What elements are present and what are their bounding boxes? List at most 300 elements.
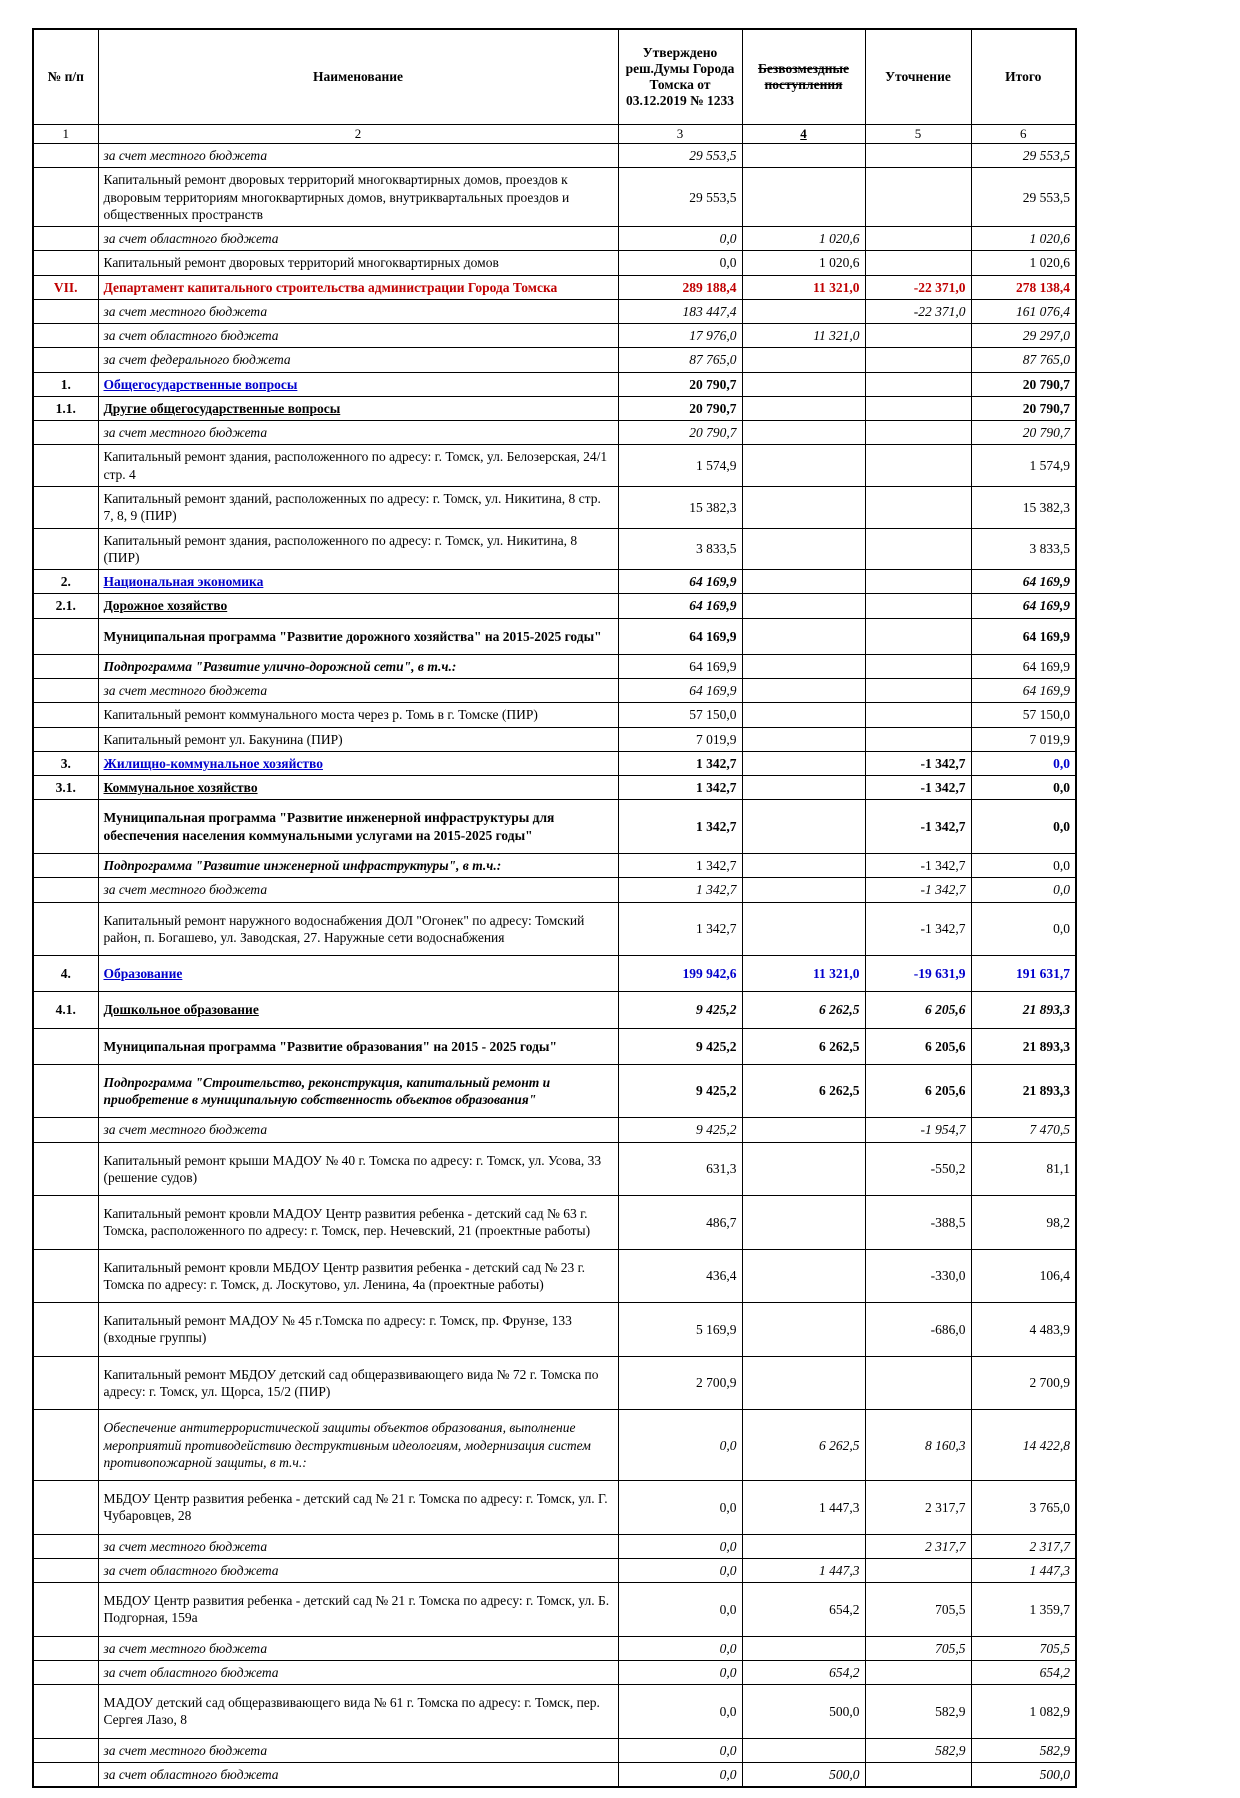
value-cell-total: 0,0 <box>971 776 1076 800</box>
value-cell-gratuitous <box>742 421 865 445</box>
value-cell-total: 654,2 <box>971 1660 1076 1684</box>
value-cell-approved: 0,0 <box>618 1738 742 1762</box>
value-cell-total: 0,0 <box>971 751 1076 775</box>
table-row <box>33 1534 1076 1558</box>
value-cell-approved: 0,0 <box>618 1583 742 1637</box>
row-name-cell: МБДОУ Центр развития ребенка - детский сад № 21 г. Томска по адресу: г. Томск, ул. Б. Подгорная, 159а <box>98 1583 618 1637</box>
row-number-cell <box>33 1118 98 1142</box>
value-cell-total: 705,5 <box>971 1636 1076 1660</box>
value-cell-total: 64 169,9 <box>971 570 1076 594</box>
table-row <box>33 1142 1076 1196</box>
row-number-cell <box>33 1558 98 1582</box>
value-cell-approved: 0,0 <box>618 1636 742 1660</box>
value-cell-approved: 1 342,7 <box>618 853 742 877</box>
row-number-cell: 4.1. <box>33 992 98 1028</box>
row-name-cell: МБДОУ Центр развития ребенка - детский сад № 21 г. Томска по адресу: г. Томск, ул. Г. Чубаровцев, 28 <box>98 1481 618 1535</box>
value-cell-total: 161 076,4 <box>971 299 1076 323</box>
table-row <box>33 445 1076 487</box>
value-cell-approved: 486,7 <box>618 1196 742 1250</box>
row-number-cell <box>33 1636 98 1660</box>
row-number-cell: 3.1. <box>33 776 98 800</box>
value-cell-approved: 289 188,4 <box>618 275 742 299</box>
row-number-cell <box>33 421 98 445</box>
table-row <box>33 324 1076 348</box>
value-cell-gratuitous <box>742 618 865 654</box>
row-number-cell <box>33 1303 98 1357</box>
value-cell-gratuitous: 6 262,5 <box>742 1410 865 1481</box>
table-row <box>33 421 1076 445</box>
row-number-cell <box>33 1583 98 1637</box>
row-name-cell: Капитальный ремонт дворовых территорий многоквартирных домов, проездов к дворовым территориям многоквартирных домов, внутриквартальных проездов и общественных пространств <box>98 168 618 227</box>
value-cell-gratuitous <box>742 703 865 727</box>
table-row <box>33 594 1076 618</box>
value-cell-total: 1 447,3 <box>971 1558 1076 1582</box>
value-cell-gratuitous <box>742 372 865 396</box>
value-cell-gratuitous <box>742 1636 865 1660</box>
value-cell-approved: 15 382,3 <box>618 486 742 528</box>
table-row <box>33 992 1076 1028</box>
row-name-cell: Национальная экономика <box>98 570 618 594</box>
value-cell-gratuitous: 500,0 <box>742 1763 865 1788</box>
row-name-cell: Дорожное хозяйство <box>98 594 618 618</box>
col-header-total: Итого <box>971 29 1076 125</box>
row-number-cell: 2.1. <box>33 594 98 618</box>
row-name-cell: за счет местного бюджета <box>98 421 618 445</box>
row-number-cell <box>33 878 98 902</box>
value-cell-total: 20 790,7 <box>971 396 1076 420</box>
value-cell-clarification: -1 342,7 <box>865 878 971 902</box>
value-cell-clarification <box>865 348 971 372</box>
row-number-cell <box>33 528 98 570</box>
value-cell-approved: 0,0 <box>618 1410 742 1481</box>
row-number-cell: 1. <box>33 372 98 396</box>
column-number-5: 5 <box>865 125 971 144</box>
row-number-cell <box>33 1064 98 1118</box>
value-cell-clarification <box>865 1763 971 1788</box>
value-cell-gratuitous <box>742 396 865 420</box>
row-number-cell <box>33 1028 98 1064</box>
value-cell-gratuitous: 500,0 <box>742 1685 865 1739</box>
column-number-3: 3 <box>618 125 742 144</box>
column-numbering-row <box>33 125 1076 144</box>
value-cell-total: 21 893,3 <box>971 1028 1076 1064</box>
value-cell-total: 500,0 <box>971 1763 1076 1788</box>
table-row <box>33 1028 1076 1064</box>
row-number-cell <box>33 1763 98 1788</box>
row-name-cell: Обеспечение антитеррористической защиты объектов образования, выполнение мероприятий противодействию деструктивным идеологиям, модернизация систем противопожарной защиты, в т.ч.: <box>98 1410 618 1481</box>
row-name-cell: за счет местного бюджета <box>98 1118 618 1142</box>
row-number-cell <box>33 1356 98 1410</box>
value-cell-gratuitous <box>742 528 865 570</box>
row-name-cell: за счет местного бюджета <box>98 299 618 323</box>
value-cell-approved: 20 790,7 <box>618 421 742 445</box>
value-cell-approved: 9 425,2 <box>618 992 742 1028</box>
value-cell-gratuitous <box>742 594 865 618</box>
value-cell-approved: 7 019,9 <box>618 727 742 751</box>
value-cell-clarification <box>865 654 971 678</box>
value-cell-approved: 1 342,7 <box>618 878 742 902</box>
value-cell-gratuitous <box>742 486 865 528</box>
value-cell-clarification <box>865 486 971 528</box>
value-cell-clarification <box>865 324 971 348</box>
row-name-cell: Капитальный ремонт наружного водоснабжения ДОЛ "Огонек" по адресу: Томский район, п. Богашево, ул. Заводская, 27. Наружные сети водоснабжения <box>98 902 618 956</box>
value-cell-approved: 9 425,2 <box>618 1028 742 1064</box>
value-cell-approved: 0,0 <box>618 1763 742 1788</box>
table-row <box>33 618 1076 654</box>
value-cell-clarification <box>865 727 971 751</box>
value-cell-gratuitous <box>742 168 865 227</box>
value-cell-approved: 1 342,7 <box>618 751 742 775</box>
value-cell-approved: 9 425,2 <box>618 1064 742 1118</box>
row-number-cell <box>33 299 98 323</box>
value-cell-gratuitous: 1 020,6 <box>742 227 865 251</box>
row-name-cell: Капитальный ремонт крыши МАДОУ № 40 г. Томска по адресу: г. Томск, ул. Усова, 33 (решение судов) <box>98 1142 618 1196</box>
budget-table <box>32 28 1077 1788</box>
value-cell-total: 1 574,9 <box>971 445 1076 487</box>
value-cell-gratuitous: 654,2 <box>742 1583 865 1637</box>
value-cell-total: 64 169,9 <box>971 594 1076 618</box>
row-name-cell: Муниципальная программа "Развитие образования" на 2015 - 2025 годы" <box>98 1028 618 1064</box>
value-cell-clarification: -1 342,7 <box>865 853 971 877</box>
value-cell-total: 64 169,9 <box>971 654 1076 678</box>
row-name-cell: Муниципальная программа "Развитие дорожного хозяйства" на 2015-2025 годы" <box>98 618 618 654</box>
row-number-cell <box>33 144 98 168</box>
value-cell-gratuitous <box>742 299 865 323</box>
value-cell-gratuitous <box>742 800 865 854</box>
row-number-cell <box>33 679 98 703</box>
row-name-cell: Коммунальное хозяйство <box>98 776 618 800</box>
value-cell-gratuitous <box>742 1738 865 1762</box>
value-cell-approved: 0,0 <box>618 251 742 275</box>
value-cell-total: 64 169,9 <box>971 679 1076 703</box>
value-cell-clarification: 6 205,6 <box>865 1064 971 1118</box>
value-cell-approved: 64 169,9 <box>618 679 742 703</box>
value-cell-gratuitous: 6 262,5 <box>742 1064 865 1118</box>
value-cell-approved: 0,0 <box>618 227 742 251</box>
row-name-cell: Капитальный ремонт ул. Бакунина (ПИР) <box>98 727 618 751</box>
table-row <box>33 1481 1076 1535</box>
value-cell-clarification <box>865 703 971 727</box>
row-name-cell: за счет местного бюджета <box>98 1534 618 1558</box>
value-cell-clarification <box>865 618 971 654</box>
table-row <box>33 1583 1076 1637</box>
value-cell-clarification: -330,0 <box>865 1249 971 1303</box>
row-number-cell <box>33 1660 98 1684</box>
row-number-cell <box>33 251 98 275</box>
value-cell-total: 1 020,6 <box>971 227 1076 251</box>
table-row <box>33 396 1076 420</box>
value-cell-total: 57 150,0 <box>971 703 1076 727</box>
value-cell-gratuitous <box>742 1142 865 1196</box>
value-cell-gratuitous <box>742 902 865 956</box>
table-row <box>33 1303 1076 1357</box>
value-cell-clarification <box>865 144 971 168</box>
value-cell-clarification: -686,0 <box>865 1303 971 1357</box>
row-name-cell: за счет местного бюджета <box>98 1738 618 1762</box>
value-cell-clarification: -1 342,7 <box>865 902 971 956</box>
table-row <box>33 299 1076 323</box>
value-cell-total: 2 317,7 <box>971 1534 1076 1558</box>
row-number-cell <box>33 853 98 877</box>
value-cell-gratuitous <box>742 144 865 168</box>
value-cell-approved: 9 425,2 <box>618 1118 742 1142</box>
value-cell-total: 64 169,9 <box>971 618 1076 654</box>
value-cell-approved: 1 574,9 <box>618 445 742 487</box>
row-number-cell <box>33 1249 98 1303</box>
value-cell-total: 0,0 <box>971 878 1076 902</box>
value-cell-approved: 20 790,7 <box>618 396 742 420</box>
table-row <box>33 251 1076 275</box>
col-header-approved: Утверждено реш.Думы Города Томска от 03.12.2019 № 1233 <box>618 29 742 125</box>
value-cell-total: 15 382,3 <box>971 486 1076 528</box>
table-row <box>33 1410 1076 1481</box>
value-cell-clarification: 2 317,7 <box>865 1534 971 1558</box>
column-number-4: 4 <box>742 125 865 144</box>
value-cell-approved: 87 765,0 <box>618 348 742 372</box>
row-name-cell: Жилищно-коммунальное хозяйство <box>98 751 618 775</box>
value-cell-clarification: -19 631,9 <box>865 956 971 992</box>
value-cell-approved: 5 169,9 <box>618 1303 742 1357</box>
row-number-cell <box>33 168 98 227</box>
value-cell-clarification: 8 160,3 <box>865 1410 971 1481</box>
row-name-cell: Капитальный ремонт кровли МБДОУ Центр развития ребенка - детский сад № 23 г. Томска по адресу: г. Томск, д. Лоскутово, ул. Ленина, 4а (проектные работы) <box>98 1249 618 1303</box>
row-number-cell <box>33 1142 98 1196</box>
row-name-cell: за счет областного бюджета <box>98 324 618 348</box>
value-cell-clarification <box>865 1356 971 1410</box>
row-number-cell <box>33 1685 98 1739</box>
value-cell-gratuitous <box>742 751 865 775</box>
value-cell-gratuitous <box>742 1534 865 1558</box>
value-cell-clarification: 705,5 <box>865 1636 971 1660</box>
value-cell-gratuitous: 11 321,0 <box>742 324 865 348</box>
value-cell-clarification <box>865 168 971 227</box>
value-cell-total: 3 833,5 <box>971 528 1076 570</box>
value-cell-total: 81,1 <box>971 1142 1076 1196</box>
row-name-cell: Капитальный ремонт здания, расположенного по адресу: г. Томск, ул. Белозерская, 24/1 стр. 4 <box>98 445 618 487</box>
value-cell-gratuitous <box>742 1249 865 1303</box>
value-cell-gratuitous <box>742 776 865 800</box>
table-row <box>33 1738 1076 1762</box>
value-cell-approved: 17 976,0 <box>618 324 742 348</box>
col-header-clarification: Уточнение <box>865 29 971 125</box>
value-cell-approved: 57 150,0 <box>618 703 742 727</box>
value-cell-clarification <box>865 1660 971 1684</box>
value-cell-gratuitous: 654,2 <box>742 1660 865 1684</box>
value-cell-approved: 199 942,6 <box>618 956 742 992</box>
value-cell-approved: 64 169,9 <box>618 654 742 678</box>
table-row <box>33 1356 1076 1410</box>
value-cell-clarification: -22 371,0 <box>865 275 971 299</box>
value-cell-clarification <box>865 372 971 396</box>
value-cell-clarification: 705,5 <box>865 1583 971 1637</box>
value-cell-gratuitous: 11 321,0 <box>742 956 865 992</box>
value-cell-clarification <box>865 570 971 594</box>
column-number-1: 1 <box>33 125 98 144</box>
row-name-cell: Капитальный ремонт зданий, расположенных по адресу: г. Томск, ул. Никитина, 8 стр. 7, 8, 9 (ПИР) <box>98 486 618 528</box>
row-number-cell <box>33 227 98 251</box>
value-cell-total: 87 765,0 <box>971 348 1076 372</box>
row-number-cell <box>33 1196 98 1250</box>
value-cell-clarification: -1 342,7 <box>865 776 971 800</box>
row-name-cell: Образование <box>98 956 618 992</box>
table-row <box>33 1660 1076 1684</box>
table-row <box>33 1763 1076 1788</box>
table-row <box>33 570 1076 594</box>
row-number-cell <box>33 1410 98 1481</box>
value-cell-gratuitous <box>742 654 865 678</box>
row-number-cell <box>33 1534 98 1558</box>
value-cell-total: 20 790,7 <box>971 421 1076 445</box>
table-row <box>33 654 1076 678</box>
table-row <box>33 1685 1076 1739</box>
row-number-cell: 3. <box>33 751 98 775</box>
value-cell-clarification <box>865 528 971 570</box>
value-cell-clarification <box>865 445 971 487</box>
row-name-cell: Подпрограмма "Развитие улично-дорожной сети", в т.ч.: <box>98 654 618 678</box>
value-cell-clarification <box>865 396 971 420</box>
row-name-cell: Капитальный ремонт МБДОУ детский сад общеразвивающего вида № 72 г. Томска по адресу: г. Томск, ул. Щорса, 15/2 (ПИР) <box>98 1356 618 1410</box>
value-cell-total: 20 790,7 <box>971 372 1076 396</box>
row-name-cell: Подпрограмма "Строительство, реконструкция, капитальный ремонт и приобретение в муниципальную собственность объектов образования" <box>98 1064 618 1118</box>
row-name-cell: за счет местного бюджета <box>98 1636 618 1660</box>
value-cell-gratuitous: 1 447,3 <box>742 1558 865 1582</box>
value-cell-total: 3 765,0 <box>971 1481 1076 1535</box>
value-cell-approved: 0,0 <box>618 1660 742 1684</box>
table-row <box>33 372 1076 396</box>
value-cell-approved: 64 169,9 <box>618 618 742 654</box>
value-cell-total: 29 553,5 <box>971 144 1076 168</box>
row-name-cell: Общегосударственные вопросы <box>98 372 618 396</box>
value-cell-approved: 436,4 <box>618 1249 742 1303</box>
value-cell-clarification: 582,9 <box>865 1685 971 1739</box>
value-cell-total: 582,9 <box>971 1738 1076 1762</box>
row-name-cell: за счет областного бюджета <box>98 1558 618 1582</box>
row-name-cell: Капитальный ремонт дворовых территорий многоквартирных домов <box>98 251 618 275</box>
value-cell-approved: 0,0 <box>618 1685 742 1739</box>
col-header-name: Наименование <box>98 29 618 125</box>
row-number-cell <box>33 902 98 956</box>
value-cell-clarification <box>865 1558 971 1582</box>
row-name-cell: Подпрограмма "Развитие инженерной инфраструктуры", в т.ч.: <box>98 853 618 877</box>
value-cell-gratuitous: 6 262,5 <box>742 992 865 1028</box>
row-name-cell: Капитальный ремонт здания, расположенного по адресу: г. Томск, ул. Никитина, 8 (ПИР) <box>98 528 618 570</box>
value-cell-approved: 1 342,7 <box>618 800 742 854</box>
value-cell-total: 278 138,4 <box>971 275 1076 299</box>
value-cell-approved: 29 553,5 <box>618 144 742 168</box>
value-cell-total: 1 020,6 <box>971 251 1076 275</box>
row-number-cell <box>33 703 98 727</box>
value-cell-approved: 631,3 <box>618 1142 742 1196</box>
value-cell-clarification: 6 205,6 <box>865 992 971 1028</box>
value-cell-clarification: 582,9 <box>865 1738 971 1762</box>
table-row <box>33 1064 1076 1118</box>
value-cell-approved: 183 447,4 <box>618 299 742 323</box>
value-cell-gratuitous: 11 321,0 <box>742 275 865 299</box>
value-cell-clarification <box>865 251 971 275</box>
column-number-2: 2 <box>98 125 618 144</box>
value-cell-approved: 1 342,7 <box>618 776 742 800</box>
value-cell-clarification <box>865 594 971 618</box>
table-row <box>33 1118 1076 1142</box>
table-row <box>33 1636 1076 1660</box>
value-cell-gratuitous <box>742 1196 865 1250</box>
table-row <box>33 679 1076 703</box>
row-number-cell: VII. <box>33 275 98 299</box>
row-number-cell: 1.1. <box>33 396 98 420</box>
table-row <box>33 144 1076 168</box>
value-cell-total: 21 893,3 <box>971 992 1076 1028</box>
table-row <box>33 1196 1076 1250</box>
value-cell-total: 98,2 <box>971 1196 1076 1250</box>
row-name-cell: Капитальный ремонт МАДОУ № 45 г.Томска по адресу: г. Томск, пр. Фрунзе, 133 (входные группы) <box>98 1303 618 1357</box>
table-row <box>33 227 1076 251</box>
row-number-cell <box>33 445 98 487</box>
row-name-cell: Капитальный ремонт коммунального моста через р. Томь в г. Томске (ПИР) <box>98 703 618 727</box>
value-cell-approved: 0,0 <box>618 1534 742 1558</box>
row-number-cell <box>33 348 98 372</box>
column-number-6: 6 <box>971 125 1076 144</box>
value-cell-total: 191 631,7 <box>971 956 1076 992</box>
table-row <box>33 168 1076 227</box>
value-cell-clarification: -22 371,0 <box>865 299 971 323</box>
row-number-cell <box>33 727 98 751</box>
row-name-cell: Капитальный ремонт кровли МАДОУ Центр развития ребенка - детский сад № 63 г. Томска, расположенного по адресу: г. Томск, пер. Нечевский, 21 (проектные работы) <box>98 1196 618 1250</box>
table-body <box>33 144 1076 1788</box>
row-name-cell: за счет областного бюджета <box>98 1763 618 1788</box>
table-row <box>33 727 1076 751</box>
value-cell-approved: 3 833,5 <box>618 528 742 570</box>
value-cell-clarification: -388,5 <box>865 1196 971 1250</box>
value-cell-total: 0,0 <box>971 853 1076 877</box>
value-cell-gratuitous <box>742 1303 865 1357</box>
value-cell-total: 29 553,5 <box>971 168 1076 227</box>
row-name-cell: за счет областного бюджета <box>98 227 618 251</box>
row-name-cell: Муниципальная программа "Развитие инженерной инфраструктуры для обеспечения населения коммунальными услугами на 2015-2025 годы" <box>98 800 618 854</box>
row-number-cell <box>33 618 98 654</box>
value-cell-approved: 0,0 <box>618 1558 742 1582</box>
value-cell-clarification <box>865 679 971 703</box>
value-cell-total: 21 893,3 <box>971 1064 1076 1118</box>
row-name-cell: МАДОУ детский сад общеразвивающего вида № 61 г. Томска по адресу: г. Томск, пер. Сергея Лазо, 8 <box>98 1685 618 1739</box>
row-number-cell <box>33 800 98 854</box>
col-header-gratuitous: Безвозмездные поступления <box>742 29 865 125</box>
value-cell-total: 0,0 <box>971 902 1076 956</box>
value-cell-clarification: 2 317,7 <box>865 1481 971 1535</box>
value-cell-approved: 20 790,7 <box>618 372 742 396</box>
row-name-cell: за счет местного бюджета <box>98 679 618 703</box>
value-cell-approved: 0,0 <box>618 1481 742 1535</box>
value-cell-gratuitous <box>742 853 865 877</box>
row-name-cell: за счет местного бюджета <box>98 878 618 902</box>
value-cell-approved: 29 553,5 <box>618 168 742 227</box>
table-row <box>33 1558 1076 1582</box>
header-row <box>33 29 1076 125</box>
row-number-cell <box>33 654 98 678</box>
table-row <box>33 348 1076 372</box>
value-cell-gratuitous: 1 447,3 <box>742 1481 865 1535</box>
table-row <box>33 853 1076 877</box>
value-cell-gratuitous <box>742 727 865 751</box>
value-cell-gratuitous: 1 020,6 <box>742 251 865 275</box>
value-cell-total: 106,4 <box>971 1249 1076 1303</box>
value-cell-clarification <box>865 227 971 251</box>
value-cell-gratuitous <box>742 348 865 372</box>
value-cell-gratuitous <box>742 679 865 703</box>
col-header-num: № п/п <box>33 29 98 125</box>
value-cell-total: 7 470,5 <box>971 1118 1076 1142</box>
value-cell-gratuitous <box>742 1356 865 1410</box>
value-cell-total: 2 700,9 <box>971 1356 1076 1410</box>
